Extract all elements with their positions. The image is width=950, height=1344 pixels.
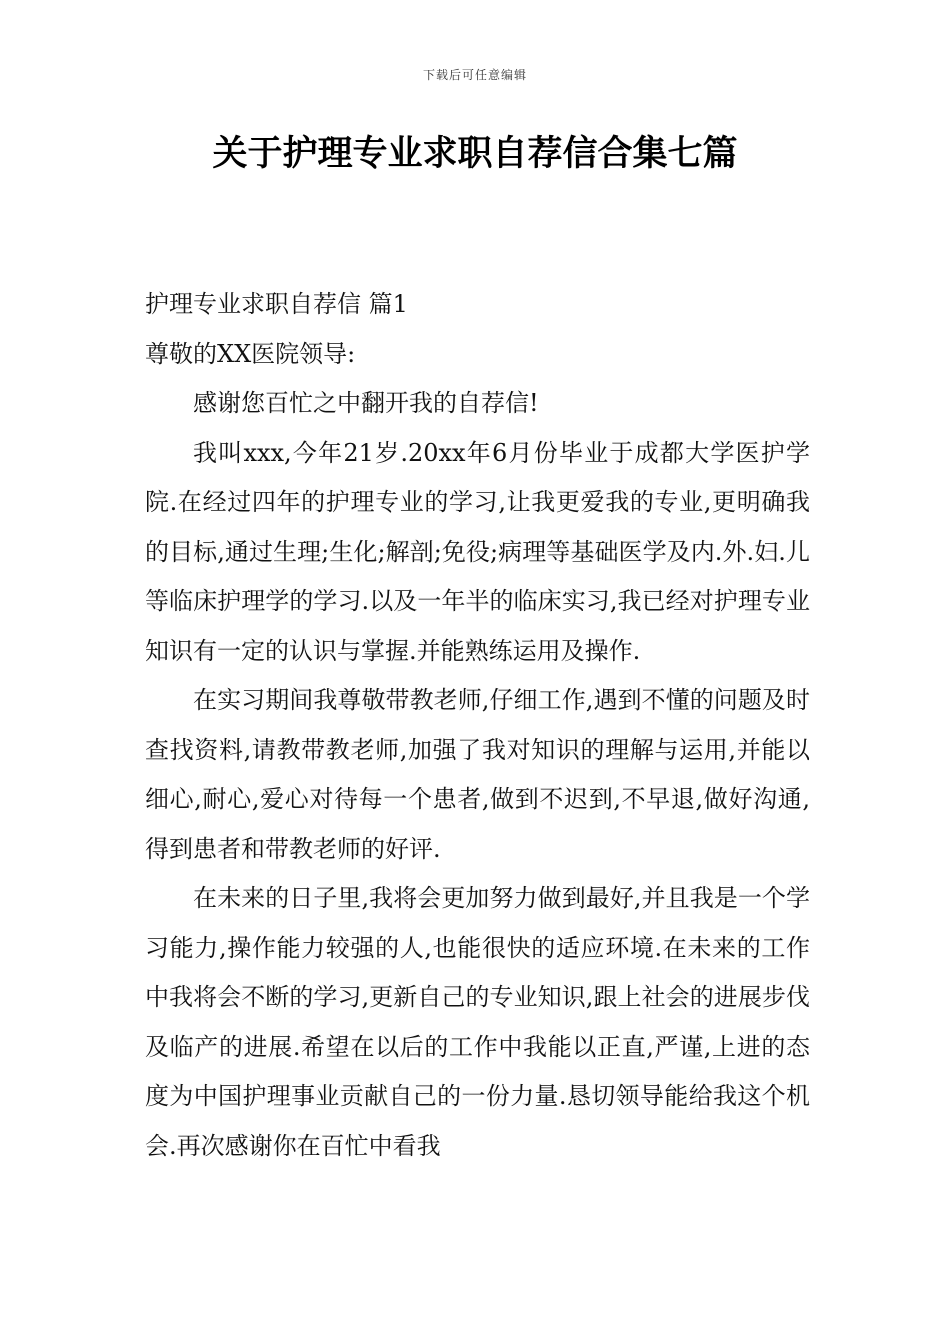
paragraph-introduction: 我叫xxx,今年21岁.20xx年6月份毕业于成都大学医护学院.在经过四年的护理专业的学习,让我更爱我的专业,更明确我的目标,通过生理;生化;解剖;免役;病理等基础医学及内.外.妇.儿等临床护理学的学习.以及一年半的临床实习,我已经对护理专业知识有一定的认识与掌握.并能熟练运用及操作.	[145, 438, 810, 665]
document-title: 关于护理专业求职自荐信合集七篇	[212, 134, 738, 174]
paragraph-internship: 在实习期间我尊敬带教老师,仔细工作,遇到不懂的问题及时查找资料,请教带教老师,加强了我对知识的理解与运用,并能以细心,耐心,爱心对待每一个患者,做到不迟到,不早退,做好沟通,得到患者和带教老师的好评.	[145, 686, 810, 863]
salutation: 尊敬的XX医院领导:	[145, 339, 356, 368]
header-note: 下载后可任意编辑	[422, 68, 527, 82]
section-heading: 护理专业求职自荐信 篇1	[145, 290, 408, 318]
paragraph-future: 在未来的日子里,我将会更加努力做到最好,并且我是一个学习能力,操作能力较强的人,也能很快的适应环境.在未来的工作中我将会不断的学习,更新自己的专业知识,跟上社会的进展步伐及临产的进展.希望在以后的工作中我能以正直,严谨,上进的态度为中国护理事业贡献自己的一份力量.恳切领导能给我这个机会.再次感谢你在百忙中看我	[145, 884, 810, 1160]
paragraph-thanks: 感谢您百忙之中翻开我的自荐信!	[193, 389, 539, 417]
document-body	[145, 280, 810, 1171]
